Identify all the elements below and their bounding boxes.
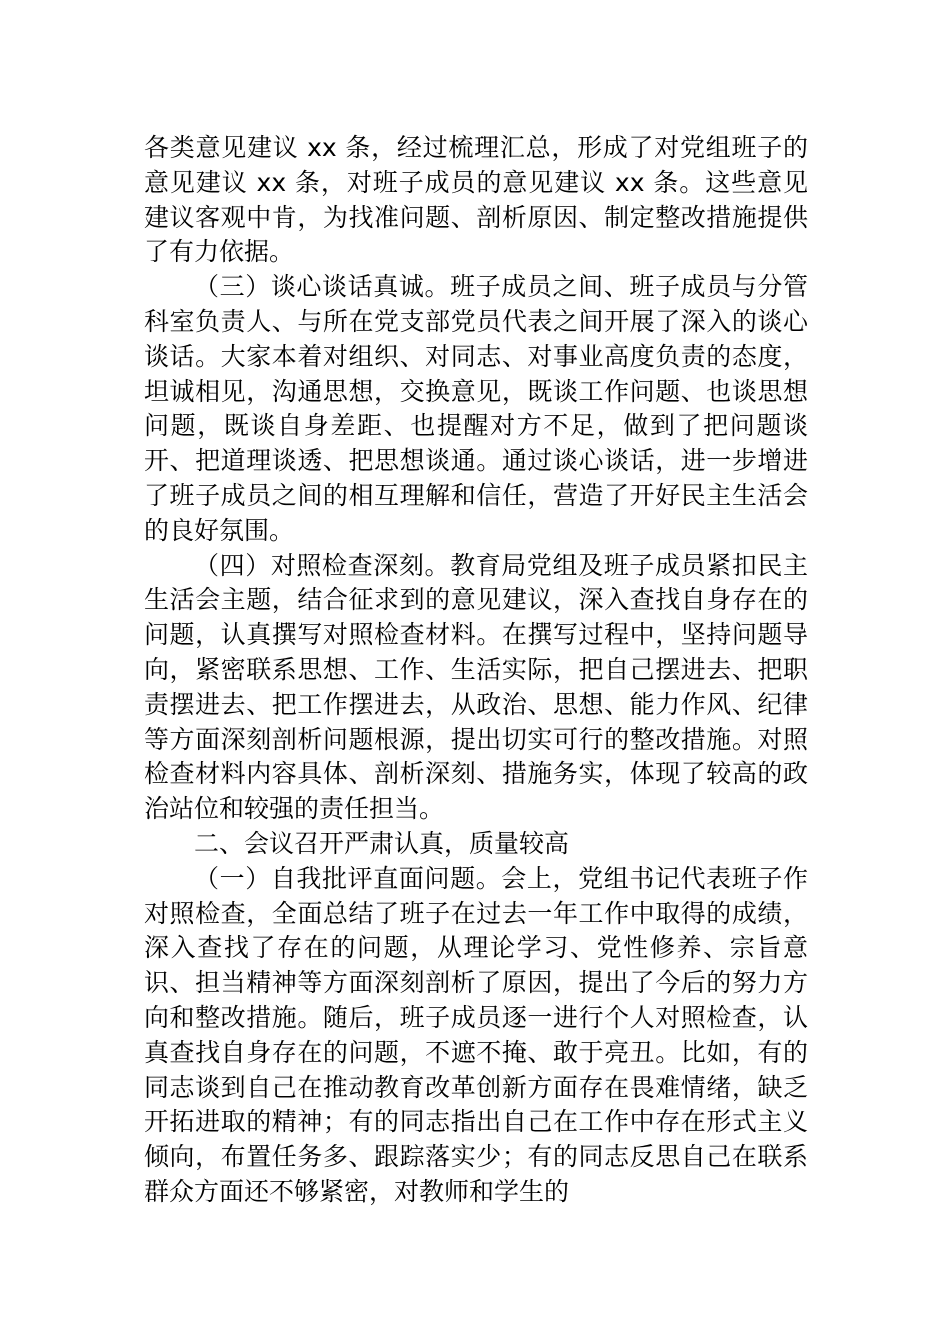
section-heading-two: 二、会议召开严肃认真，质量较高 [194,828,570,858]
paragraph-continuation: 各类意见建议 xx 条，经过梳理汇总，形成了对党组班子的意见建议 xx 条，对班子成员的意见建议 xx 条。这些意见建议客观中肯，为找准问题、剖析原因、制定整改措施提供了有力依据。 [144,133,808,267]
paragraph-section-four: （四）对照检查深刻。教育局党组及班子成员紧扣民主生活会主题，结合征求到的意见建议，深入查找自身存在的问题，认真撰写对照检查材料。在撰写过程中，坚持问题导向，紧密联系思想、工作、生活实际，把自己摆进去、把职责摆进去、把工作摆进去，从政治、思想、能力作风、纪律等方面深刻剖析问题根源，提出切实可行的整改措施。对照检查材料内容具体、剖析深刻、措施务实，体现了较高的政治站位和较强的责任担当。 [144,550,808,824]
document-body [144,131,808,1210]
paragraph-section-one: （一）自我批评直面问题。会上，党组书记代表班子作对照检查，全面总结了班子在过去一年工作中取得的成绩，深入查找了存在的问题，从理论学习、党性修养、宗旨意识、担当精神等方面深刻剖析了原因，提出了今后的努力方向和整改措施。随后，班子成员逐一进行个人对照检查，认真查找自身存在的问题，不遮不掩、敢于亮丑。比如，有的同志谈到自己在推动教育改革创新方面存在畏难情绪，缺乏开拓进取的精神；有的同志指出自己在工作中存在形式主义倾向，布置任务多、跟踪落实少；有的同志反思自己在联系群众方面还不够紧密，对教师和学生的 [144,863,808,1206]
paragraph-section-three: （三）谈心谈话真诚。班子成员之间、班子成员与分管科室负责人、与所在党支部党员代表之间开展了深入的谈心谈话。大家本着对组织、对同志、对事业高度负责的态度，坦诚相见，沟通思想，交换意见，既谈工作问题、也谈思想问题，既谈自身差距、也提醒对方不足，做到了把问题谈开、把道理谈透、把思想谈通。通过谈心谈话，进一步增进了班子成员之间的相互理解和信任，营造了开好民主生活会的良好氛围。 [144,272,808,545]
